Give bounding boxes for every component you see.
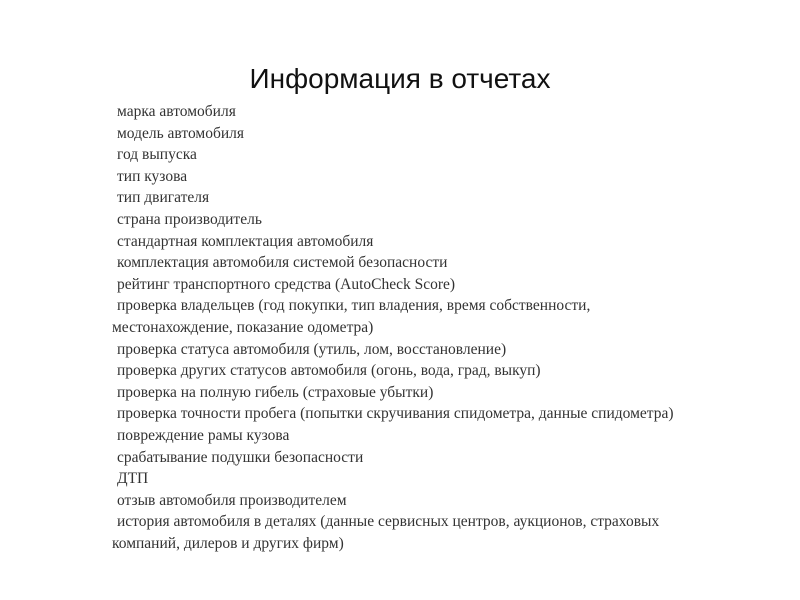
list-item: рейтинг транспортного средства (AutoCheck Score) [117, 275, 456, 293]
list-item: проверка статуса автомобиля (утиль, лом, восстановление) [117, 340, 507, 358]
list-item: тип двигателя [117, 189, 210, 207]
list-item: тип кузова [117, 167, 188, 185]
list-item: история автомобиля в деталях (данные сервисных центров, аукционов, страховых компаний, дилеров и других фирм) [112, 513, 660, 552]
list-item: срабатывание подушки безопасности [117, 448, 364, 466]
list-item: проверка других статусов автомобиля (огонь, вода, град, выкуп) [117, 362, 541, 380]
list-item: проверка владельцев (год покупки, тип владения, время собственности, местонахождение, показание одометра) [112, 297, 591, 336]
report-info-list [112, 101, 702, 554]
list-item: проверка точности пробега (попытки скручивания спидометра, данные спидометра) [117, 405, 674, 423]
list-item: отзыв автомобиля производителем [117, 491, 347, 509]
list-item: модель автомобиля [117, 124, 244, 142]
list-item: год выпуска [117, 146, 197, 164]
list-item: комплектация автомобиля системой безопасности [117, 254, 448, 272]
list-item: ДТП [117, 470, 149, 488]
list-item: страна производитель [117, 210, 262, 228]
list-item: проверка на полную гибель (страховые убытки) [117, 383, 434, 401]
list-item: марка автомобиля [117, 103, 236, 120]
slide-title: Информация в отчетах [249, 63, 551, 94]
list-item: повреждение рамы кузова [117, 426, 290, 444]
list-item: стандартная комплектация автомобиля [117, 232, 374, 250]
